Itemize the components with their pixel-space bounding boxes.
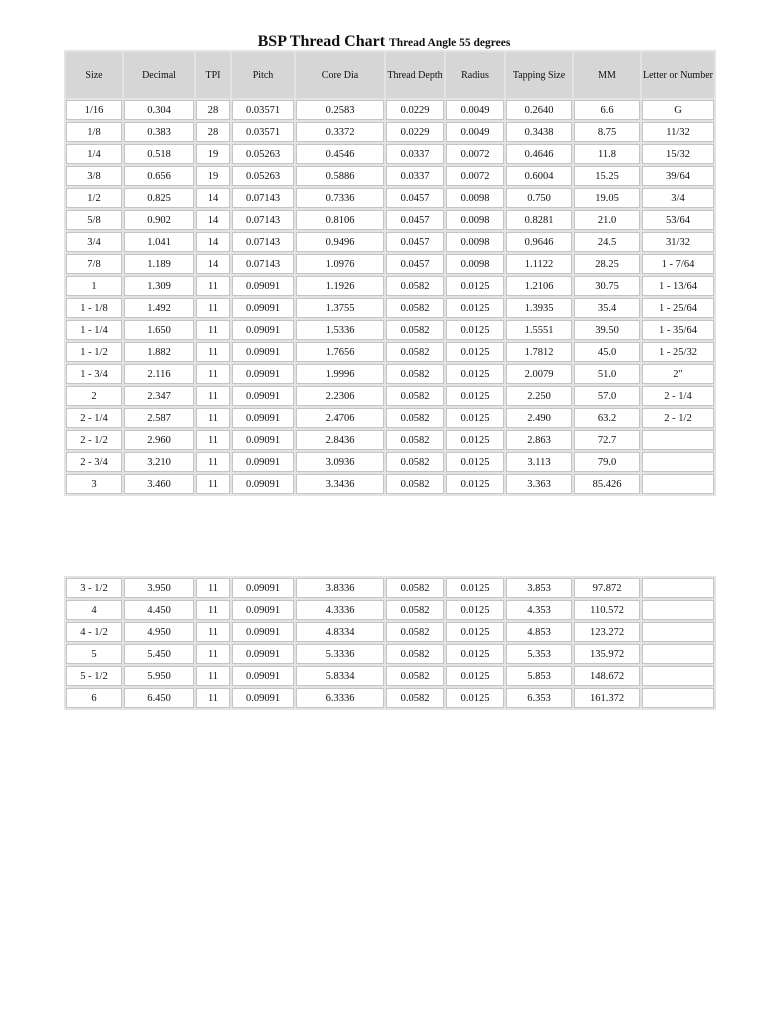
table-cell: 4.853 [506, 622, 572, 642]
table-cell: 3 [66, 474, 122, 494]
column-header: Radius [446, 52, 504, 98]
table-cell: 2 - 1/4 [642, 386, 714, 406]
table-cell: 35.4 [574, 298, 640, 318]
table-cell: 1 - 1/8 [66, 298, 122, 318]
chart-title: BSP Thread Chart [257, 33, 386, 50]
table-cell: 0.0125 [446, 600, 504, 620]
table-cell [642, 600, 714, 620]
table-cell: 11 [196, 474, 230, 494]
table-cell: 11.8 [574, 144, 640, 164]
table-cell: 2 - 1/2 [642, 408, 714, 428]
table-cell: 2.347 [124, 386, 194, 406]
table-cell: 0.0582 [386, 364, 444, 384]
table-cell: 2.0079 [506, 364, 572, 384]
table-cell: 0.0457 [386, 210, 444, 230]
table-cell: 28 [196, 100, 230, 120]
table-cell: 2.587 [124, 408, 194, 428]
table-cell: 3.460 [124, 474, 194, 494]
column-header: Decimal [124, 52, 194, 98]
table-cell: 0.2640 [506, 100, 572, 120]
table-cell: 1.309 [124, 276, 194, 296]
table-cell [642, 430, 714, 450]
table-cell: 0.0098 [446, 188, 504, 208]
table-cell: 11 [196, 452, 230, 472]
table-cell: 1.3755 [296, 298, 384, 318]
table-cell: 0.09091 [232, 430, 294, 450]
header-row [66, 52, 714, 98]
table-cell: 4.8334 [296, 622, 384, 642]
table-cell: 0.0582 [386, 342, 444, 362]
table-cell: 0.09091 [232, 342, 294, 362]
table-cell: 57.0 [574, 386, 640, 406]
table-cell [642, 644, 714, 664]
table-cell: 5.8334 [296, 666, 384, 686]
table-cell [642, 578, 714, 598]
table-cell: 3.950 [124, 578, 194, 598]
thread-table-continued [64, 576, 716, 710]
table-cell: 3/4 [66, 232, 122, 252]
table-cell: 3 - 1/2 [66, 578, 122, 598]
table-cell: 3/8 [66, 166, 122, 186]
table-cell: 0.8106 [296, 210, 384, 230]
table-cell: 11 [196, 320, 230, 340]
table-cell: 6.6 [574, 100, 640, 120]
table-cell: 0.9646 [506, 232, 572, 252]
table-cell: 6 [66, 688, 122, 708]
column-header: Size [66, 52, 122, 98]
table-cell: 1/8 [66, 122, 122, 142]
table-cell: 63.2 [574, 408, 640, 428]
table-cell: 0.0098 [446, 232, 504, 252]
column-header: Letter or Number [642, 52, 714, 98]
table-row [66, 100, 714, 120]
table-cell: 0.0125 [446, 408, 504, 428]
table-cell: 1.1926 [296, 276, 384, 296]
table-cell: 0.03571 [232, 100, 294, 120]
table-cell: 0.0457 [386, 254, 444, 274]
table-cell: 0.09091 [232, 320, 294, 340]
table-cell: 19.05 [574, 188, 640, 208]
table-cell: 24.5 [574, 232, 640, 252]
table-cell: 45.0 [574, 342, 640, 362]
table-row [66, 188, 714, 208]
table-cell: 0.09091 [232, 386, 294, 406]
table-cell: 1 - 25/32 [642, 342, 714, 362]
table-cell [642, 474, 714, 494]
table-cell: 0.09091 [232, 474, 294, 494]
table-cell: 1 [66, 276, 122, 296]
table-cell: 15/32 [642, 144, 714, 164]
table-cell: 1.882 [124, 342, 194, 362]
table-cell: 0.2583 [296, 100, 384, 120]
table-row [66, 298, 714, 318]
table-cell: 0.0125 [446, 644, 504, 664]
table-row [66, 122, 714, 142]
table-cell: 3.0936 [296, 452, 384, 472]
table-cell: 0.03571 [232, 122, 294, 142]
table-cell: 0.0125 [446, 430, 504, 450]
table-cell: 0.0072 [446, 166, 504, 186]
table-cell: 0.0125 [446, 276, 504, 296]
table-cell: 0.4646 [506, 144, 572, 164]
table-cell: 5.450 [124, 644, 194, 664]
table-cell: 3/4 [642, 188, 714, 208]
table-cell: 0.656 [124, 166, 194, 186]
table-row [66, 688, 714, 708]
table-cell: 11 [196, 298, 230, 318]
table-cell: 0.0125 [446, 298, 504, 318]
table-cell: 0.0125 [446, 666, 504, 686]
table-cell: 2.863 [506, 430, 572, 450]
table-cell: 1 - 3/4 [66, 364, 122, 384]
table-cell: 1.0976 [296, 254, 384, 274]
table-cell: 0.09091 [232, 622, 294, 642]
table-cell: 3.363 [506, 474, 572, 494]
table-cell: 1.1122 [506, 254, 572, 274]
table-cell: 11 [196, 622, 230, 642]
table-cell: 148.672 [574, 666, 640, 686]
table-cell: 5.3336 [296, 644, 384, 664]
table-cell: 0.0582 [386, 600, 444, 620]
table-cell: 110.572 [574, 600, 640, 620]
table-cell: 5 [66, 644, 122, 664]
table-cell: 79.0 [574, 452, 640, 472]
column-header: Thread Depth [386, 52, 444, 98]
table-cell: 0.09091 [232, 452, 294, 472]
table-cell: 0.383 [124, 122, 194, 142]
table-cell: 1.3935 [506, 298, 572, 318]
table-cell: 15.25 [574, 166, 640, 186]
table-cell: 0.0337 [386, 166, 444, 186]
table-cell: 2.116 [124, 364, 194, 384]
table-cell: 4.450 [124, 600, 194, 620]
table-cell [642, 688, 714, 708]
table-cell: 4.950 [124, 622, 194, 642]
table-cell: 0.304 [124, 100, 194, 120]
table-cell: 14 [196, 232, 230, 252]
table-cell: 11 [196, 408, 230, 428]
table-cell: 2.4706 [296, 408, 384, 428]
table-cell: 3.113 [506, 452, 572, 472]
table-cell: 39.50 [574, 320, 640, 340]
table-cell: 1 - 25/64 [642, 298, 714, 318]
table-cell: 1.5551 [506, 320, 572, 340]
table-cell: 0.0582 [386, 276, 444, 296]
table-cell: 1/2 [66, 188, 122, 208]
table-cell: 11 [196, 364, 230, 384]
table-cell: 5/8 [66, 210, 122, 230]
table-cell: 0.8281 [506, 210, 572, 230]
table-cell: 2" [642, 364, 714, 384]
table-cell: 0.3372 [296, 122, 384, 142]
column-header: TPI [196, 52, 230, 98]
table-row [66, 232, 714, 252]
table-cell: 0.09091 [232, 408, 294, 428]
table-cell: 11 [196, 386, 230, 406]
table-cell: 0.07143 [232, 232, 294, 252]
table-cell: 1 - 35/64 [642, 320, 714, 340]
table-cell: 0.0125 [446, 364, 504, 384]
table-cell: 2 - 1/2 [66, 430, 122, 450]
table-cell: G [642, 100, 714, 120]
table-cell: 2.250 [506, 386, 572, 406]
table-cell: 0.4546 [296, 144, 384, 164]
table-cell: 2.960 [124, 430, 194, 450]
table-cell: 0.0125 [446, 622, 504, 642]
table-cell: 0.9496 [296, 232, 384, 252]
table-row [66, 386, 714, 406]
table-cell [642, 666, 714, 686]
table-cell: 0.0582 [386, 386, 444, 406]
table-cell: 1 - 7/64 [642, 254, 714, 274]
table-cell: 0.0582 [386, 666, 444, 686]
table-cell: 0.09091 [232, 600, 294, 620]
table-cell: 72.7 [574, 430, 640, 450]
table-cell: 0.0125 [446, 578, 504, 598]
table-cell: 0.7336 [296, 188, 384, 208]
table-row [66, 578, 714, 598]
table-cell: 0.07143 [232, 254, 294, 274]
table-cell: 2 [66, 386, 122, 406]
table-cell: 0.0098 [446, 254, 504, 274]
table-cell: 0.05263 [232, 144, 294, 164]
table-cell: 0.0582 [386, 430, 444, 450]
table-cell: 0.0125 [446, 688, 504, 708]
table-cell: 5.853 [506, 666, 572, 686]
table-cell: 3.8336 [296, 578, 384, 598]
table-cell: 7/8 [66, 254, 122, 274]
table-cell: 1/4 [66, 144, 122, 164]
table-cell: 39/64 [642, 166, 714, 186]
table-cell: 11 [196, 600, 230, 620]
table-cell: 11 [196, 430, 230, 450]
table-cell: 3.210 [124, 452, 194, 472]
table-cell: 6.450 [124, 688, 194, 708]
table-cell: 0.05263 [232, 166, 294, 186]
table-cell: 161.372 [574, 688, 640, 708]
table-row [66, 666, 714, 686]
table-row [66, 474, 714, 494]
table-cell: 4.3336 [296, 600, 384, 620]
table-cell: 0.0098 [446, 210, 504, 230]
table-cell: 1.189 [124, 254, 194, 274]
table-cell: 2 - 1/4 [66, 408, 122, 428]
table-cell: 0.07143 [232, 188, 294, 208]
table-cell: 2.8436 [296, 430, 384, 450]
table-cell: 2.490 [506, 408, 572, 428]
table-cell: 14 [196, 210, 230, 230]
table-cell: 1.7812 [506, 342, 572, 362]
table-row [66, 364, 714, 384]
table-cell: 11 [196, 666, 230, 686]
table-row [66, 254, 714, 274]
chart-subtitle: Thread Angle 55 degrees [389, 37, 511, 49]
table-cell: 11 [196, 276, 230, 296]
table-cell: 0.0582 [386, 644, 444, 664]
table-cell: 51.0 [574, 364, 640, 384]
table-row [66, 166, 714, 186]
table-cell: 0.07143 [232, 210, 294, 230]
table-cell: 4.353 [506, 600, 572, 620]
table-cell: 21.0 [574, 210, 640, 230]
table-cell: 1/16 [66, 100, 122, 120]
table-row [66, 408, 714, 428]
thread-table-main [64, 50, 716, 496]
table-cell: 0.09091 [232, 298, 294, 318]
table-cell: 0.0337 [386, 144, 444, 164]
table-row [66, 276, 714, 296]
table-cell: 3.853 [506, 578, 572, 598]
table-body-1 [66, 100, 714, 494]
table-cell: 5 - 1/2 [66, 666, 122, 686]
table-cell: 19 [196, 144, 230, 164]
table-cell: 0.3438 [506, 122, 572, 142]
table-cell: 0.6004 [506, 166, 572, 186]
table-cell: 4 [66, 600, 122, 620]
table-cell: 0.0582 [386, 474, 444, 494]
table-cell: 3.3436 [296, 474, 384, 494]
table-cell: 0.750 [506, 188, 572, 208]
table-cell: 0.09091 [232, 276, 294, 296]
table-cell: 19 [196, 166, 230, 186]
table-cell: 11/32 [642, 122, 714, 142]
table-cell: 1 - 1/4 [66, 320, 122, 340]
table-cell: 5.353 [506, 644, 572, 664]
table-row [66, 622, 714, 642]
page-title [0, 33, 768, 51]
table-cell: 0.0125 [446, 452, 504, 472]
table-cell: 8.75 [574, 122, 640, 142]
table-row [66, 644, 714, 664]
table-cell: 0.0125 [446, 474, 504, 494]
table-cell: 28.25 [574, 254, 640, 274]
table-cell: 0.0582 [386, 408, 444, 428]
table-cell: 0.0582 [386, 298, 444, 318]
table-cell: 85.426 [574, 474, 640, 494]
table-cell: 28 [196, 122, 230, 142]
table-cell: 0.09091 [232, 666, 294, 686]
table-cell: 1.9996 [296, 364, 384, 384]
table-cell: 0.09091 [232, 644, 294, 664]
table-cell: 0.518 [124, 144, 194, 164]
table-row [66, 210, 714, 230]
table-cell: 0.0582 [386, 320, 444, 340]
table-cell: 1.2106 [506, 276, 572, 296]
table-cell: 1 - 1/2 [66, 342, 122, 362]
table-cell: 1.7656 [296, 342, 384, 362]
table-cell: 2 - 3/4 [66, 452, 122, 472]
table-cell: 0.0049 [446, 100, 504, 120]
table-cell: 0.0582 [386, 452, 444, 472]
table-cell: 0.0125 [446, 386, 504, 406]
table-cell: 11 [196, 342, 230, 362]
table-row [66, 144, 714, 164]
column-header: Tapping Size [506, 52, 572, 98]
table-cell: 0.0582 [386, 578, 444, 598]
table-row [66, 320, 714, 340]
table-row [66, 452, 714, 472]
table-cell: 1.650 [124, 320, 194, 340]
table-cell: 5.950 [124, 666, 194, 686]
table-cell: 1.5336 [296, 320, 384, 340]
table-cell: 1.041 [124, 232, 194, 252]
table-cell: 0.0457 [386, 232, 444, 252]
table-body-2 [66, 578, 714, 708]
table-cell: 31/32 [642, 232, 714, 252]
table-cell: 2.2306 [296, 386, 384, 406]
column-header: Core Dia [296, 52, 384, 98]
table-cell: 0.09091 [232, 688, 294, 708]
table-row [66, 430, 714, 450]
table-cell: 0.0457 [386, 188, 444, 208]
table-cell: 1 - 13/64 [642, 276, 714, 296]
table-cell: 0.0072 [446, 144, 504, 164]
table-cell: 0.5886 [296, 166, 384, 186]
table-cell: 97.872 [574, 578, 640, 598]
table-cell: 6.3336 [296, 688, 384, 708]
table-cell [642, 452, 714, 472]
table-cell: 0.09091 [232, 364, 294, 384]
column-header: Pitch [232, 52, 294, 98]
table-cell: 0.0582 [386, 688, 444, 708]
table-cell: 14 [196, 254, 230, 274]
table-cell: 14 [196, 188, 230, 208]
table-cell: 0.0125 [446, 342, 504, 362]
table-cell: 11 [196, 644, 230, 664]
table-cell: 11 [196, 578, 230, 598]
table-cell: 123.272 [574, 622, 640, 642]
table-cell: 0.0229 [386, 122, 444, 142]
table-cell: 11 [196, 688, 230, 708]
table-cell: 6.353 [506, 688, 572, 708]
table-cell: 4 - 1/2 [66, 622, 122, 642]
table-cell: 0.0049 [446, 122, 504, 142]
table-cell: 53/64 [642, 210, 714, 230]
table-cell: 0.09091 [232, 578, 294, 598]
table-row [66, 342, 714, 362]
table-cell: 0.0125 [446, 320, 504, 340]
table-cell [642, 622, 714, 642]
table-cell: 0.825 [124, 188, 194, 208]
table-cell: 30.75 [574, 276, 640, 296]
table-cell: 0.0229 [386, 100, 444, 120]
table-cell: 0.902 [124, 210, 194, 230]
table-cell: 135.972 [574, 644, 640, 664]
table-cell: 0.0582 [386, 622, 444, 642]
table-row [66, 600, 714, 620]
column-header: MM [574, 52, 640, 98]
table-cell: 1.492 [124, 298, 194, 318]
